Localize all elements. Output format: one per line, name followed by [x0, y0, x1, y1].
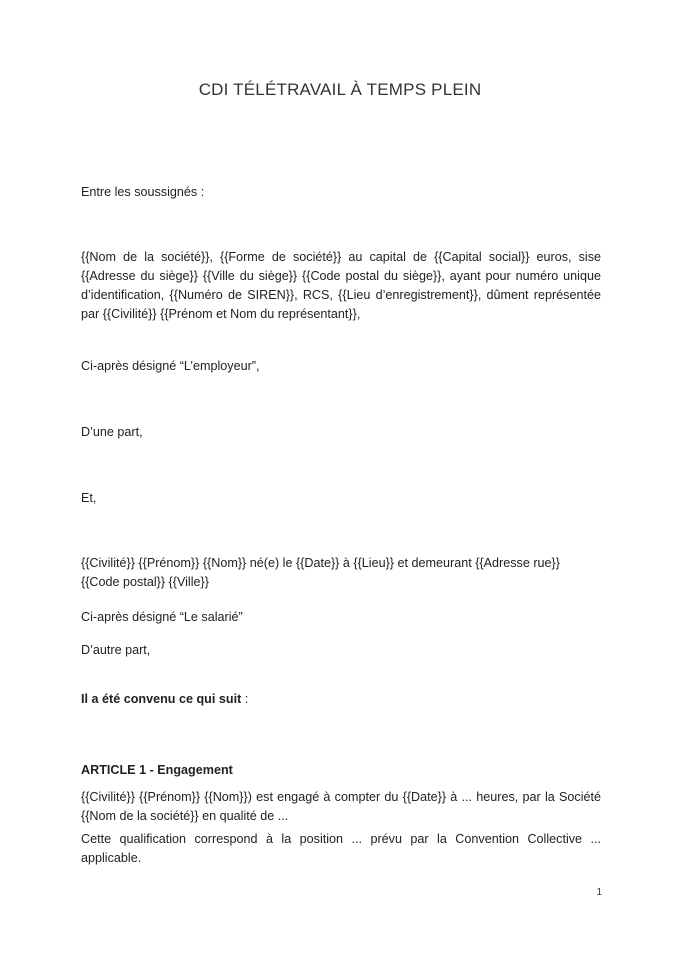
- other-part-text: D’autre part,: [81, 643, 151, 657]
- employer-designation: Ci-après désigné “L’employeur”,: [81, 359, 260, 373]
- and-text: Et,: [81, 491, 97, 505]
- agreement-colon: :: [241, 692, 249, 706]
- employer-block: {{Nom de la société}}, {{Forme de société}} au capital de {{Capital social}} euros, sise {{Adresse du siège}} {{Ville du siège}} {{Code postal du siège}}, ayant pour numéro unique d’identification, {{Numéro de SIREN}}, RCS, {{Lieu d’enregistrement}}, dûment représentée par {{Civilité}} {{Prénom et Nom du représentant}},: [81, 250, 601, 321]
- article1-paragraph-1: {{Civilité}} {{Prénom}} {{Nom}}) est engagé à compter du {{Date}} à ... heures, par la Société {{Nom de la société}} en qualité de ...: [81, 790, 601, 823]
- employee-block: {{Civilité}} {{Prénom}} {{Nom}} né(e) le {{Date}} à {{Lieu}} et demeurant {{Adresse rue}} {{Code postal}} {{Ville}}: [81, 556, 560, 589]
- intro-text: Entre les soussignés :: [81, 185, 205, 199]
- one-part-text: D’une part,: [81, 425, 143, 439]
- agreement-line: [81, 690, 601, 709]
- page-number: 1: [596, 887, 602, 898]
- document-title: CDI TÉLÉTRAVAIL À TEMPS PLEIN: [198, 80, 482, 99]
- article1-paragraph-2: Cette qualification correspond à la position ... prévu par la Convention Collective ... applicable.: [81, 832, 601, 865]
- article1-heading: ARTICLE 1 - Engagement: [81, 763, 233, 777]
- employee-designation: Ci-après désigné “Le salarié”: [81, 610, 243, 624]
- agreement-bold-text: Il a été convenu ce qui suit: [81, 692, 242, 706]
